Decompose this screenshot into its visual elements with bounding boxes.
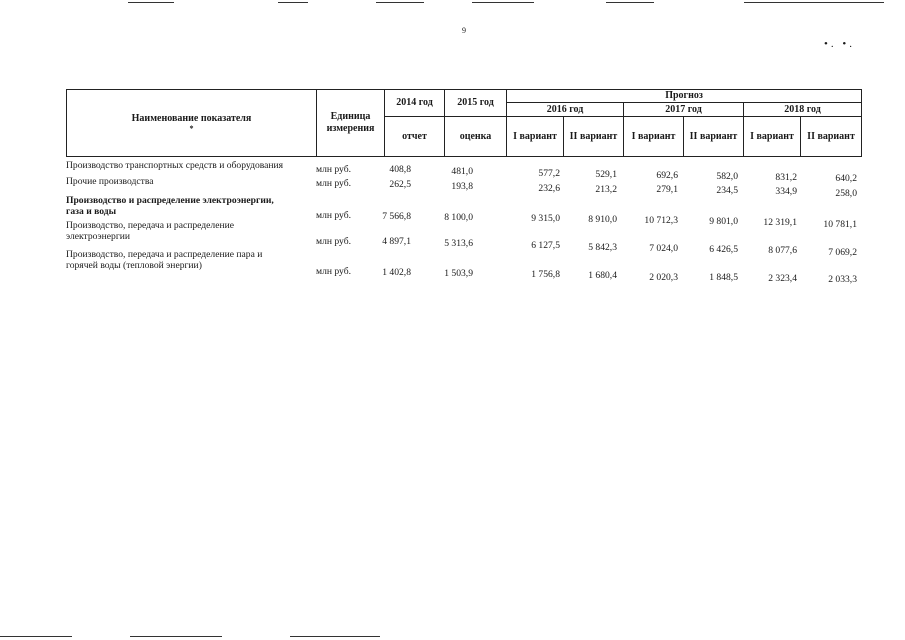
- row-value: 1 503,9: [444, 268, 473, 279]
- row-value: 582,0: [716, 171, 738, 182]
- row-value: 2 020,3: [649, 272, 678, 283]
- row-value: 10 712,3: [644, 215, 678, 226]
- row-unit-1: млн руб.: [316, 178, 352, 189]
- header-2017-v1: I вариант: [624, 117, 684, 157]
- row-value: 234,5: [716, 185, 738, 196]
- header-2017-v2: II вариант: [684, 117, 744, 157]
- row-label-3: [66, 220, 234, 242]
- scan-mark: •. •.: [824, 38, 855, 50]
- row-value: 10 781,1: [823, 219, 857, 230]
- row-label-line: Производство и распределение электроэнергии,: [66, 195, 274, 206]
- row-value: 692,6: [656, 170, 678, 181]
- row-value: 4 897,1: [382, 236, 411, 247]
- header-2015: 2015 год: [445, 90, 507, 117]
- row-value: 8 910,0: [588, 214, 617, 225]
- row-label-line: газа и воды: [66, 206, 117, 217]
- bottom-rule-2: [130, 636, 222, 637]
- row-value: 334,9: [775, 186, 797, 197]
- row-value: 9 801,0: [709, 216, 738, 227]
- row-value: 7 024,0: [649, 243, 678, 254]
- row-value: 8 100,0: [444, 212, 473, 223]
- row-label-4: [66, 249, 262, 271]
- row-value: 12 319,1: [763, 217, 797, 228]
- row-value: 6 127,5: [531, 240, 560, 251]
- row-value: 258,0: [835, 188, 857, 199]
- row-label-line: горячей воды (тепловой энергии): [66, 260, 202, 271]
- row-value: 5 313,6: [444, 238, 473, 249]
- header-forecast: Прогноз: [507, 90, 862, 103]
- row-value: 279,1: [656, 184, 678, 195]
- row-value: 2 323,4: [768, 273, 797, 284]
- row-value: 2 033,3: [828, 274, 857, 285]
- row-value: 640,2: [835, 173, 857, 184]
- row-value: 1 402,8: [382, 267, 411, 278]
- header-2016-v1: I вариант: [507, 117, 564, 157]
- row-label-line: Прочие производства: [66, 176, 154, 187]
- header-2016-v2: II вариант: [564, 117, 624, 157]
- row-value: 8 077,6: [768, 245, 797, 256]
- top-rule-3: [376, 2, 424, 3]
- header-2017: 2017 год: [624, 103, 744, 117]
- row-value: 7 566,8: [382, 211, 411, 222]
- row-value: 408,8: [389, 164, 411, 175]
- bottom-rule-1: [0, 636, 72, 637]
- header-2016: 2016 год: [507, 103, 624, 117]
- row-value: 529,1: [595, 169, 617, 180]
- row-unit-2: млн руб.: [316, 210, 352, 221]
- row-value: 577,2: [538, 168, 560, 179]
- row-value: 1 680,4: [588, 270, 617, 281]
- row-value: 232,6: [538, 183, 560, 194]
- row-unit-3: млн руб.: [316, 236, 352, 247]
- header-2018-v2: II вариант: [801, 117, 862, 157]
- row-label-line: Производство, передача и распределение: [66, 220, 234, 231]
- header-report: отчет: [385, 117, 445, 157]
- row-unit-0: млн руб.: [316, 164, 352, 175]
- row-label-0: [66, 160, 283, 171]
- header-2014: 2014 год: [385, 90, 445, 117]
- bottom-rule-3: [290, 636, 380, 637]
- row-label-2: [66, 195, 274, 217]
- header-2018-v1: I вариант: [744, 117, 801, 157]
- top-rule-1: [128, 2, 174, 3]
- table-header: [66, 89, 862, 157]
- top-rule-5: [606, 2, 654, 3]
- row-value: 7 069,2: [828, 247, 857, 258]
- page-number: 9: [462, 26, 466, 35]
- row-value: 831,2: [775, 172, 797, 183]
- header-2018: 2018 год: [744, 103, 862, 117]
- row-label-line: электроэнергии: [66, 231, 131, 242]
- header-unit: Единица измерения: [317, 90, 385, 157]
- top-rule-6: [744, 2, 884, 3]
- row-label-line: Производство транспортных средств и оборудования: [66, 160, 284, 171]
- row-value: 213,2: [595, 184, 617, 195]
- row-value: 9 315,0: [531, 213, 560, 224]
- header-name-mark: *: [189, 124, 194, 133]
- header-name-text: Наименование показателя: [131, 113, 252, 124]
- top-rule-2: [278, 2, 308, 3]
- row-label-1: [66, 176, 154, 187]
- row-value: 481,0: [451, 166, 473, 177]
- header-name: [67, 90, 317, 157]
- top-rule-4: [472, 2, 534, 3]
- row-value: 262,5: [389, 179, 411, 190]
- row-value: 193,8: [451, 181, 473, 192]
- row-value: 5 842,3: [588, 242, 617, 253]
- row-label-line: Производство, передача и распределение пара и: [66, 249, 263, 260]
- header-estimate: оценка: [445, 117, 507, 157]
- row-unit-4: млн руб.: [316, 266, 352, 277]
- row-value: 6 426,5: [709, 244, 738, 255]
- row-value: 1 848,5: [709, 272, 738, 283]
- row-value: 1 756,8: [531, 269, 560, 280]
